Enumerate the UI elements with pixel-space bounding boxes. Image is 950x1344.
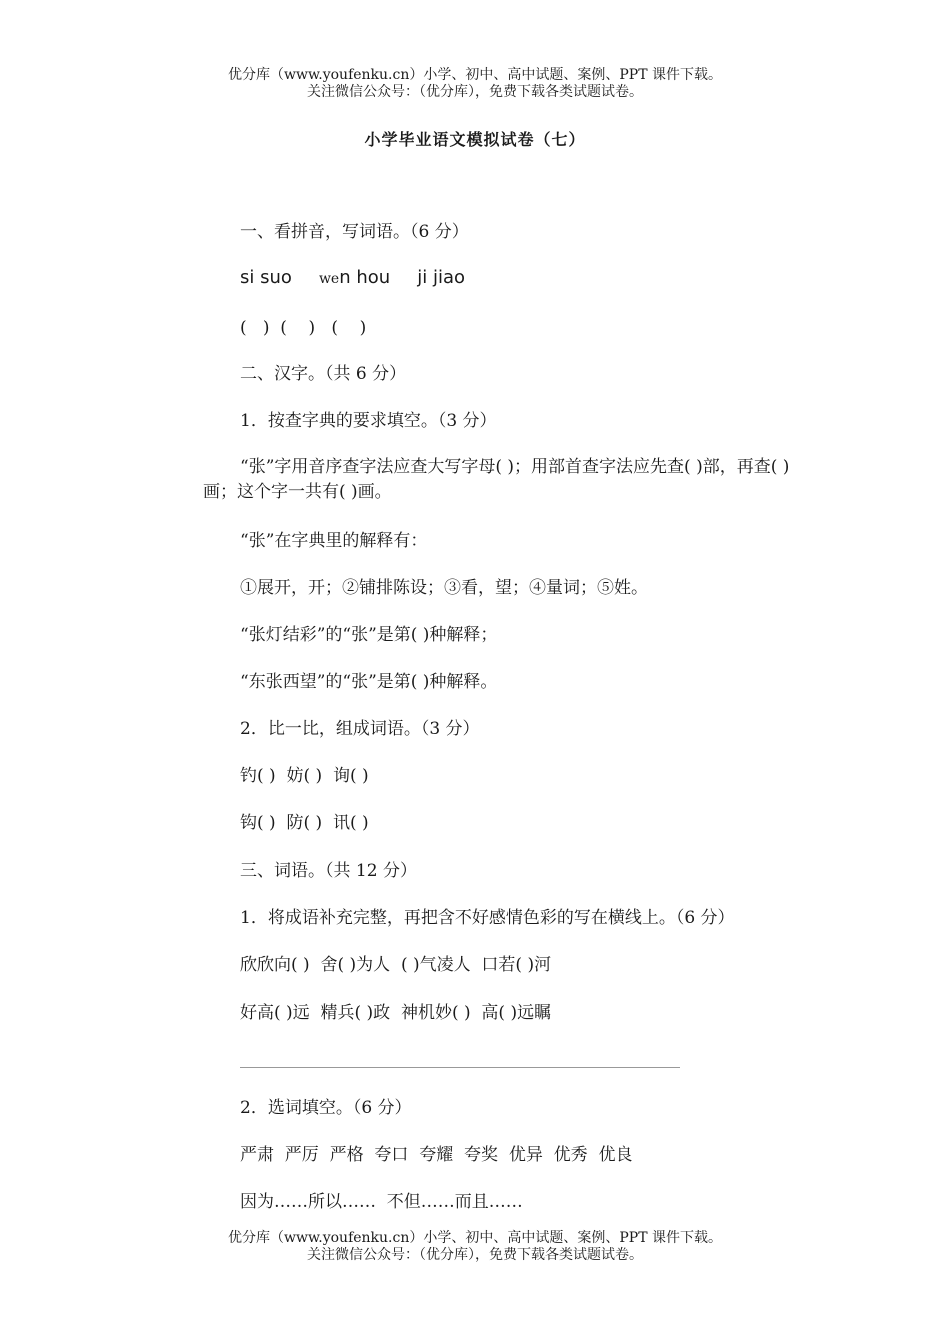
page-title: 小学毕业语文模拟试卷（七） — [364, 130, 586, 149]
page-footer — [0, 1230, 950, 1264]
header-line-2: 关注微信公众号：（优分库），免费下载各类试题试卷。 — [307, 84, 643, 100]
section-3-heading: 三、词语。（共 12 分） — [240, 861, 417, 881]
pinyin-2-prefix: we — [318, 271, 340, 287]
answer-line — [240, 1067, 680, 1068]
pinyin-2-suffix: n hou — [339, 267, 391, 288]
header-line-1: 优分库（www.youfenku.cn）小学、初中、高中试题、案例、PPT 课件下载。 — [227, 67, 722, 83]
conjunction-choices: 因为……所以…… 不但……而且…… — [240, 1192, 523, 1212]
section-1-heading: 一、看拼音，写词语。（6 分） — [240, 222, 469, 242]
compare-row-1: 钓( ) 妨( ) 询( ) — [240, 766, 369, 786]
definition-list: ①展开，开；②铺排陈设；③看，望；④量词；⑤姓。 — [240, 578, 648, 598]
question-2-2: 2．比一比，组成词语。（3 分） — [240, 719, 480, 739]
pinyin-row — [240, 267, 465, 290]
pinyin-blanks: ( ) ( ) ( ) — [240, 318, 367, 338]
question-3-2: 2．选词填空。（6 分） — [240, 1098, 412, 1118]
footer-line-2: 关注微信公众号：（优分库），免费下载各类试题试卷。 — [307, 1247, 643, 1263]
section-2-heading: 二、汉字。（共 6 分） — [240, 364, 407, 384]
idiom-row-1: 欣欣向( ) 舍( )为人 ( )气凌人 口若( )河 — [240, 955, 552, 975]
definition-question-a: “张灯结彩”的“张”是第( )种解释； — [240, 625, 498, 645]
pinyin-1: si suo — [240, 267, 292, 288]
question-3-1: 1．将成语补充完整，再把含不好感情色彩的写在横线上。（6 分） — [240, 908, 735, 928]
definition-intro: “张”在字典里的解释有： — [240, 531, 428, 551]
word-choices: 严肃 严厉 严格 夸口 夸耀 夸奖 优异 优秀 优良 — [240, 1145, 633, 1165]
footer-line-1: 优分库（www.youfenku.cn）小学、初中、高中试题、案例、PPT 课件下载。 — [227, 1230, 722, 1246]
question-2-1-text: “张”字用音序查字法应查大写字母( )；用部首查字法应先查( )部，再查( )画；这个字一共有( )画。 — [203, 457, 790, 502]
compare-row-2: 钩( ) 防( ) 讯( ) — [240, 813, 369, 833]
page-header — [0, 67, 950, 101]
question-2-1: 1．按查字典的要求填空。（3 分） — [240, 411, 497, 431]
definition-question-b: “东张西望”的“张”是第( )种解释。 — [240, 672, 498, 692]
idiom-row-2: 好高( )远 精兵( )政 神机妙( ) 高( )远瞩 — [240, 1003, 552, 1023]
pinyin-3: ji jiao — [417, 267, 465, 288]
